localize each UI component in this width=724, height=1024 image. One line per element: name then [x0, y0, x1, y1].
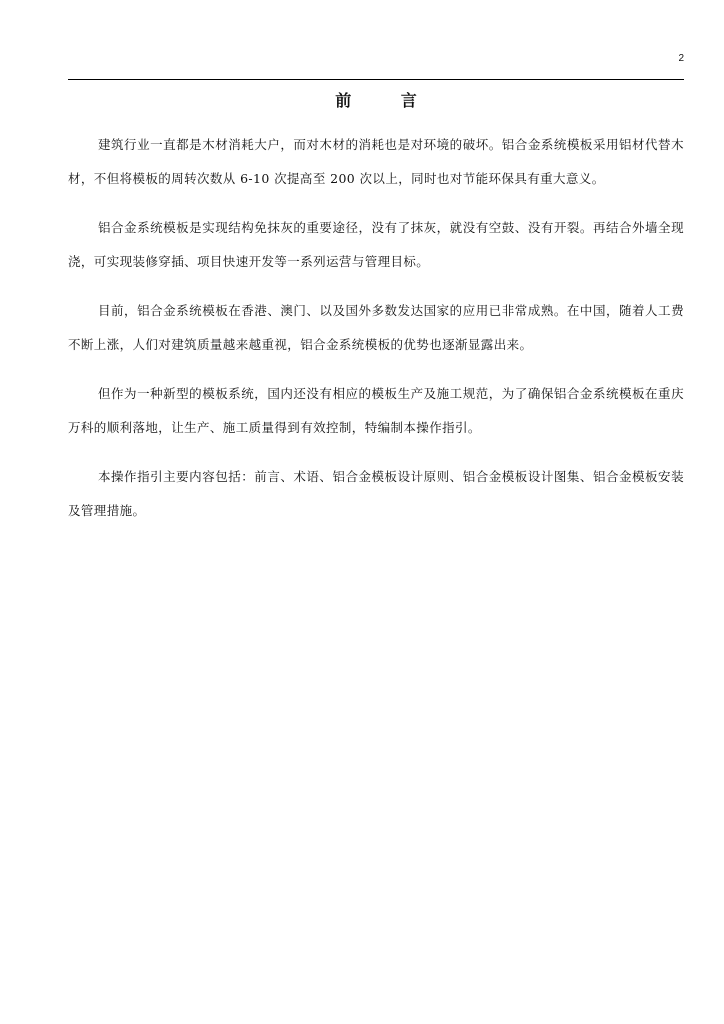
page-title: 前 言 — [335, 91, 439, 110]
paragraph-5: 本操作指引主要内容包括：前言、术语、铝合金模板设计原则、铝合金模板设计图集、铝合金模板安装及管理措施。 — [68, 469, 684, 518]
page-number: 2 — [678, 53, 684, 64]
header-divider — [68, 79, 684, 80]
paragraph-1: 建筑行业一直都是木材消耗大户，而对木材的消耗也是对环境的破坏。铝合金系统模板采用铝材代替木材，不但将模板的周转次数从 6-10 次提高至 200 次以上，同时也对节能环保具有重大意义。 — [68, 137, 684, 186]
paragraph-2: 铝合金系统模板是实现结构免抹灰的重要途径，没有了抹灰，就没有空鼓、没有开裂。再结合外墙全现浇，可实现装修穿插、项目快速开发等一系列运营与管理目标。 — [68, 220, 684, 269]
document-body — [68, 128, 684, 543]
paragraph-3: 目前，铝合金系统模板在香港、澳门、以及国外多数发达国家的应用已非常成熟。在中国，随着人工费不断上涨，人们对建筑质量越来越重视，铝合金系统模板的优势也逐渐显露出来。 — [68, 303, 684, 352]
paragraph-4: 但作为一种新型的模板系统，国内还没有相应的模板生产及施工规范，为了确保铝合金系统模板在重庆万科的顺利落地，让生产、施工质量得到有效控制，特编制本操作指引。 — [68, 386, 684, 435]
